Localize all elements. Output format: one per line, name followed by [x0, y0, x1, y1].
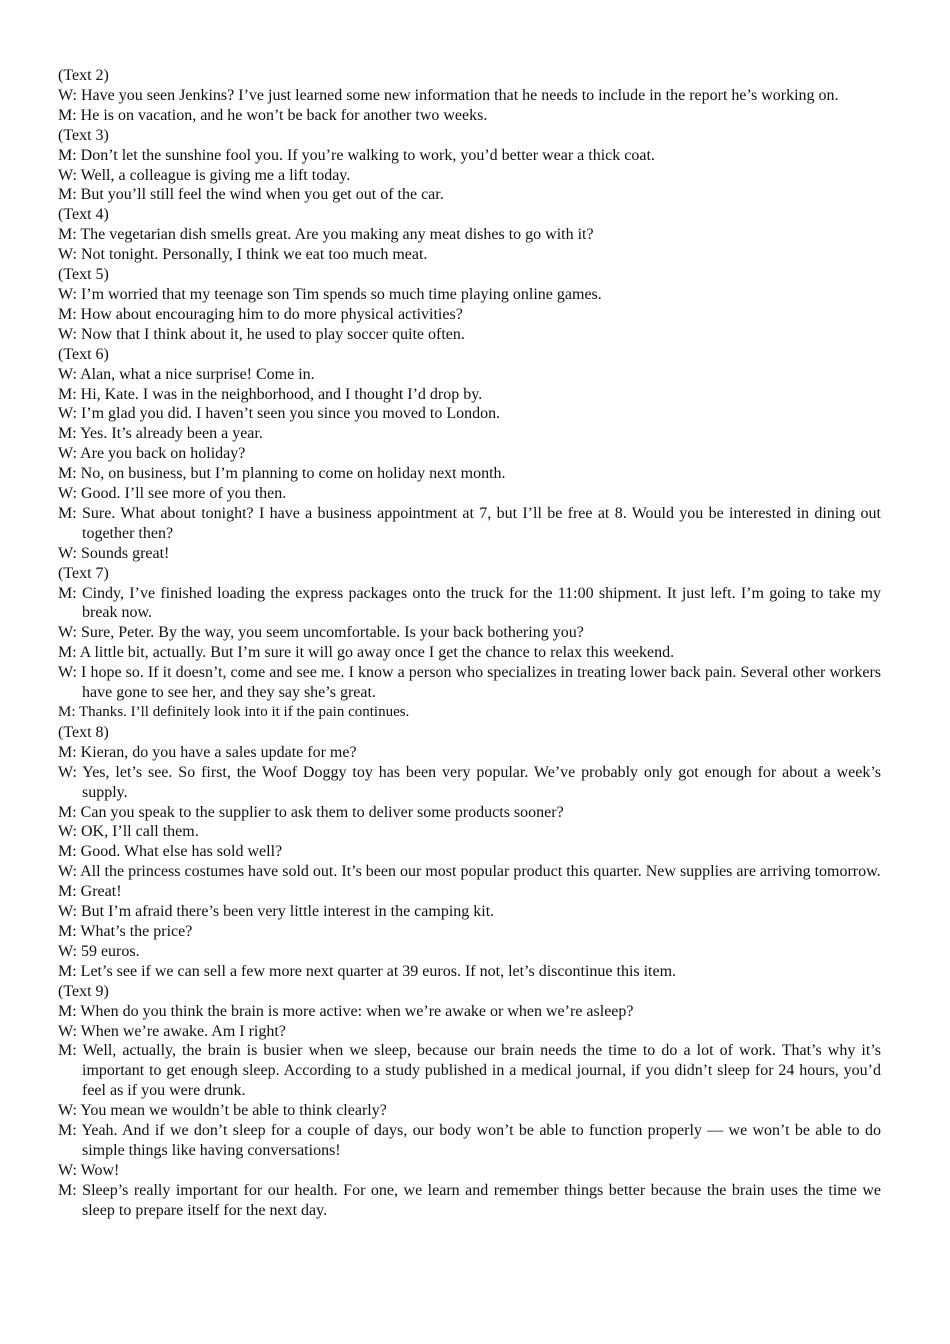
dialogue-line: W: Alan, what a nice surprise! Come in. [58, 365, 315, 383]
section-header: (Text 3) [58, 126, 109, 144]
dialogue-line: M: Yeah. And if we don’t sleep for a couple of days, our body won’t be able to function properly — we won’t be able to do simple things like having conversations! [58, 1122, 881, 1159]
transcript-document [58, 66, 881, 1221]
dialogue-line: M: How about encouraging him to do more physical activities? [58, 305, 463, 323]
dialogue-line: M: A little bit, actually. But I’m sure it will go away once I get the chance to relax this weekend. [58, 644, 675, 662]
dialogue-line: W: I’m worried that my teenage son Tim spends so much time playing online games. [58, 285, 602, 303]
dialogue-line: W: Not tonight. Personally, I think we eat too much meat. [58, 246, 428, 264]
dialogue-line: W: You mean we wouldn’t be able to think clearly? [58, 1102, 387, 1120]
section-header: (Text 2) [58, 67, 109, 84]
dialogue-line: M: Great! [58, 883, 122, 901]
section-header: (Text 6) [58, 345, 109, 363]
dialogue-line: W: Wow! [58, 1161, 120, 1179]
dialogue-line: M: Sure. What about tonight? I have a business appointment at 7, but I’ll be free at 8. Would you be interested in dining out together then? [58, 504, 881, 542]
dialogue-line: M: Thanks. I’ll definitely look into it if the pain continues. [58, 704, 410, 720]
section-header: (Text 4) [58, 206, 109, 224]
section-header: (Text 9) [58, 982, 109, 1000]
dialogue-line: M: Don’t let the sunshine fool you. If you’re walking to work, you’d better wear a thick coat. [58, 146, 655, 164]
dialogue-line: M: Yes. It’s already been a year. [58, 425, 263, 443]
dialogue-line: W: But I’m afraid there’s been very little interest in the camping kit. [58, 903, 495, 921]
dialogue-line: W: Now that I think about it, he used to play soccer quite often. [58, 325, 465, 343]
dialogue-line: M: What’s the price? [58, 922, 193, 940]
dialogue-line: M: Kieran, do you have a sales update for me? [58, 743, 357, 761]
section-header: (Text 8) [58, 723, 109, 741]
dialogue-line: M: Hi, Kate. I was in the neighborhood, and I thought I’d drop by. [58, 385, 483, 403]
dialogue-line: W: Sure, Peter. By the way, you seem uncomfortable. Is your back bothering you? [58, 624, 584, 642]
section-header: (Text 5) [58, 266, 109, 284]
dialogue-line: W: Are you back on holiday? [58, 445, 246, 463]
dialogue-line: W: I’m glad you did. I haven’t seen you since you moved to London. [58, 405, 501, 423]
dialogue-line: W: When we’re awake. Am I right? [58, 1022, 286, 1040]
dialogue-line: W: Yes, let’s see. So first, the Woof Doggy toy has been very popular. We’ve probably only got enough for about a week’s supply. [58, 763, 881, 801]
dialogue-line: M: Can you speak to the supplier to ask them to deliver some products sooner? [58, 803, 564, 821]
dialogue-line: M: He is on vacation, and he won’t be back for another two weeks. [58, 106, 488, 124]
dialogue-line: M: No, on business, but I’m planning to come on holiday next month. [58, 465, 506, 483]
dialogue-line: W: All the princess costumes have sold out. It’s been our most popular product this quarter. New supplies are arriving tomorrow. [58, 863, 881, 881]
section-header: (Text 7) [58, 564, 109, 582]
dialogue-line: W: OK, I’ll call them. [58, 823, 199, 841]
dialogue-line: M: Cindy, I’ve finished loading the express packages onto the truck for the 11:00 shipment. It just left. I’m going to take my break now. [58, 584, 881, 622]
dialogue-line: W: Good. I’ll see more of you then. [58, 485, 287, 503]
dialogue-line: M: Well, actually, the brain is busier when we sleep, because our brain needs the time to do a lot of work. That’s why it’s important to get enough sleep. According to a study published in a medical journal, if you didn’t sleep for 24 hours, you’d feel as if you were drunk. [58, 1042, 881, 1100]
dialogue-line: M: The vegetarian dish smells great. Are you making any meat dishes to go with it? [58, 226, 594, 244]
dialogue-line: M: When do you think the brain is more active: when we’re awake or when we’re asleep? [58, 1002, 634, 1020]
dialogue-line: W: 59 euros. [58, 942, 140, 960]
dialogue-line: M: Good. What else has sold well? [58, 843, 283, 861]
dialogue-line: W: Have you seen Jenkins? I’ve just learned some new information that he needs to include in the report he’s working on. [58, 86, 839, 104]
dialogue-line: M: Let’s see if we can sell a few more next quarter at 39 euros. If not, let’s discontinue this item. [58, 962, 677, 980]
dialogue-line: W: Well, a colleague is giving me a lift today. [58, 166, 351, 184]
dialogue-line: M: Sleep’s really important for our health. For one, we learn and remember things better because the brain uses the time we sleep to prepare itself for the next day. [58, 1181, 881, 1219]
dialogue-line: M: But you’ll still feel the wind when you get out of the car. [58, 186, 444, 204]
dialogue-line: W: I hope so. If it doesn’t, come and see me. I know a person who specializes in treating lower back pain. Several other workers have gone to see her, and they say she’s great. [58, 664, 881, 702]
dialogue-line: W: Sounds great! [58, 544, 170, 562]
